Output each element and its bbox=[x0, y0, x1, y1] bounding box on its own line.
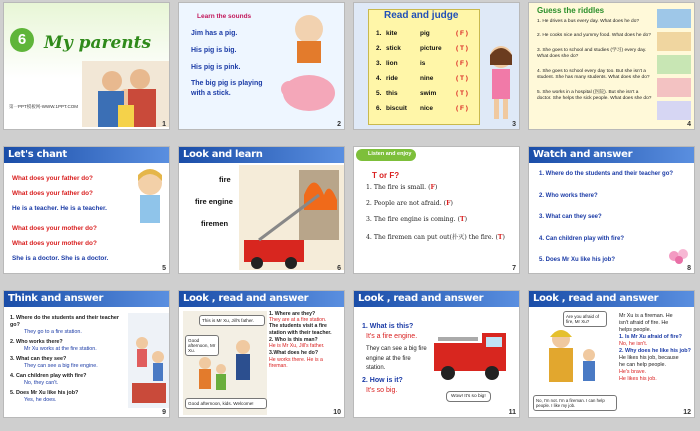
slide-heading: Look and learn bbox=[183, 149, 263, 160]
question: 1. Where do the students and their teacher go? bbox=[539, 171, 674, 177]
slide-number: 10 bbox=[333, 409, 341, 416]
answer: He likes his job. bbox=[619, 376, 657, 383]
family-photo bbox=[82, 61, 170, 127]
answer: Yes, he does. bbox=[24, 397, 57, 404]
chant-lines bbox=[12, 175, 108, 266]
text: They can see a big fire engine at the fire station. bbox=[366, 346, 427, 372]
slide-number: 8 bbox=[687, 265, 691, 272]
slide-heading: Think and answer bbox=[8, 293, 104, 304]
fire-scene-illustration bbox=[239, 165, 344, 270]
sound-line: Jim has a pig. bbox=[191, 30, 238, 37]
question: 3.What does he do? bbox=[269, 350, 318, 357]
slide-heading: Look , read and answer bbox=[533, 293, 659, 304]
sound-line: The big pig is playing bbox=[191, 80, 263, 88]
slide-number: 1 bbox=[162, 121, 166, 128]
question: 1. Where are they? bbox=[269, 311, 316, 317]
tf-item: 3. The fire engine is coming. (T) bbox=[366, 216, 468, 223]
judge-row: 2. stick picture ( T ) bbox=[376, 45, 468, 52]
judge-row: 1. kite pig ( F ) bbox=[376, 30, 468, 37]
slide-number: 12 bbox=[683, 409, 691, 416]
slide-thumbnail-3[interactable] bbox=[353, 2, 520, 130]
riddle: 1. He drives a bus every day. What does he do? bbox=[537, 19, 640, 24]
slide-banner bbox=[529, 291, 694, 307]
tf-item: 4. The firemen can put out(扑灭) the fire. (T) bbox=[366, 234, 505, 241]
qa-text bbox=[269, 311, 343, 369]
slide-heading: Guess the riddles bbox=[537, 6, 605, 15]
question: 2. How is it? bbox=[362, 377, 403, 384]
chant-line: What does your father do? bbox=[12, 190, 93, 197]
slide-number: 6 bbox=[337, 265, 341, 272]
answer: Mr Xu works at the fire station. bbox=[24, 346, 97, 353]
answer: It's a fire engine. bbox=[366, 333, 418, 340]
speech-bubble: Good afternoon, kids. Welcome! bbox=[185, 398, 267, 409]
slide-banner bbox=[179, 147, 344, 163]
question: 2. Who works there? bbox=[10, 339, 63, 346]
slide-heading: Watch and answer bbox=[533, 149, 633, 160]
answer: They are at a fire station. bbox=[269, 317, 327, 324]
answer: He is Mr Xu, Jill's father. bbox=[269, 343, 325, 350]
slide-banner bbox=[529, 147, 694, 163]
slide-thumbnail-9[interactable] bbox=[3, 290, 170, 418]
tf-item: 1. The fire is small. (F) bbox=[366, 184, 438, 191]
slide-thumbnail-4[interactable] bbox=[528, 2, 695, 130]
flower-decoration bbox=[667, 247, 691, 265]
riddle-pictures bbox=[657, 9, 691, 120]
boy-illustration bbox=[132, 167, 168, 227]
tf-item: 2. People are not afraid. (F) bbox=[366, 200, 453, 207]
vocab-label-fire-engine: fire engine bbox=[195, 197, 233, 206]
text-line: Mr Xu is a fireman. He bbox=[619, 313, 673, 319]
question: 1. Where do the students and their teacher go? bbox=[10, 315, 120, 329]
judge-row: 6. biscuit nice ( F ) bbox=[376, 105, 468, 112]
vocab-label-firemen: firemen bbox=[201, 219, 229, 228]
riddle: 4. She goes to school every day too. But she isn't a student. She has many students. What does she do? bbox=[537, 68, 650, 81]
text-line: he can help people. bbox=[619, 362, 667, 369]
vocab-label-fire: fire bbox=[219, 175, 231, 184]
slide-thumbnail-2[interactable] bbox=[178, 2, 345, 130]
slide-title: My parents bbox=[44, 33, 152, 53]
question: 5. Does Mr Xu like his job? bbox=[539, 257, 616, 263]
slide-thumbnail-11[interactable] bbox=[353, 290, 520, 418]
question: 3. What can they see? bbox=[10, 356, 67, 363]
speech-bubble: Wow! It's so big! bbox=[446, 391, 491, 402]
slide-number: 4 bbox=[687, 121, 691, 128]
unit-badge: 6 bbox=[10, 28, 34, 52]
chant-line: He is a teacher. He is a teacher. bbox=[12, 205, 107, 212]
answer: No, they can't. bbox=[24, 380, 59, 387]
question: 4. Can children play with fire? bbox=[10, 373, 87, 380]
slide-banner bbox=[4, 291, 169, 307]
text-line: helps people. bbox=[619, 327, 652, 334]
answer: It's so big. bbox=[366, 387, 398, 394]
speech-bubble: This is Mr Xu, Jill's father. bbox=[199, 315, 265, 326]
judge-row: 3. lion is ( F ) bbox=[376, 60, 468, 67]
slide-number: 3 bbox=[512, 121, 516, 128]
answer: They go to a fire station. bbox=[24, 329, 82, 336]
pig-illustration bbox=[279, 11, 341, 116]
slide-banner bbox=[179, 291, 344, 307]
riddle: 3. She goes to school and studies (学习) every day. What does she do? bbox=[537, 47, 647, 60]
chant-line: She is a doctor. She is a doctor. bbox=[12, 255, 109, 262]
slide-number: 7 bbox=[512, 265, 516, 272]
slide-number: 11 bbox=[508, 409, 516, 416]
chant-line: What does your father do? bbox=[12, 175, 93, 182]
answer: He's brave. bbox=[619, 369, 647, 376]
text-line: isn't afraid of fire. He bbox=[619, 320, 669, 327]
slide-heading: Read and judge bbox=[384, 10, 459, 21]
question: 2. Who works there? bbox=[539, 192, 598, 199]
judge-table bbox=[376, 30, 480, 120]
t-or-f-title: T or F? bbox=[372, 171, 400, 180]
slide-heading: Listen and enjoy bbox=[368, 151, 412, 157]
chant-line: What does your mother do? bbox=[12, 225, 97, 232]
question: 5. Does Mr Xu like his job? bbox=[10, 390, 79, 397]
question: 2. Why does he like his job? bbox=[619, 348, 691, 355]
speech-bubble: No, I'm not. I'm a fireman. I can help people. I like my job. bbox=[533, 395, 617, 411]
answer: He works there. He is a fireman. bbox=[269, 356, 323, 369]
sound-line: with a stick. bbox=[191, 90, 231, 97]
slide-thumbnail-12[interactable] bbox=[528, 290, 695, 418]
riddle: 5. She works in a hospital (医院). But she isn't a doctor. She helps the sick people. What does she do? bbox=[537, 89, 652, 102]
slide-footer: 第一PPT模板网-WWW.1PPT.COM bbox=[9, 104, 78, 109]
question: 1. Is Mr Xu afraid of fire? bbox=[619, 334, 682, 341]
sound-lines bbox=[191, 30, 263, 102]
slide-thumbnail-8[interactable] bbox=[528, 146, 695, 274]
slide-thumbnail-7[interactable] bbox=[353, 146, 520, 274]
girl-illustration bbox=[484, 43, 518, 123]
slide-heading: Learn the sounds bbox=[197, 13, 252, 20]
question: 4. Can children play with fire? bbox=[539, 235, 625, 242]
question: 2. Who is this man? bbox=[269, 336, 318, 343]
answer: They can see a big fire engine. bbox=[24, 363, 98, 370]
slide-number: 2 bbox=[337, 121, 341, 128]
answer: No, he isn't. bbox=[619, 341, 648, 348]
sound-line: His pig is big. bbox=[191, 46, 237, 54]
judge-row: 4. ride nine ( T ) bbox=[376, 75, 468, 82]
riddle: 2. He cooks nice and yummy food. What does he do? bbox=[537, 33, 651, 39]
question-list bbox=[539, 171, 673, 268]
slide-thumbnail-6[interactable] bbox=[178, 146, 345, 274]
slide-thumbnail-5[interactable] bbox=[3, 146, 170, 274]
slide-heading: Look , read and answer bbox=[183, 293, 309, 304]
slide-thumbnail-1[interactable] bbox=[3, 2, 170, 130]
fire-engine-illustration bbox=[432, 329, 510, 381]
slide-thumbnail-10[interactable] bbox=[178, 290, 345, 418]
slide-heading: Look , read and answer bbox=[358, 293, 484, 304]
class-illustration bbox=[128, 313, 170, 408]
tf-list bbox=[366, 184, 505, 241]
reading-text bbox=[619, 313, 695, 383]
sound-line: His pig is pink. bbox=[191, 63, 241, 71]
text-line: He likes his job, because bbox=[619, 355, 679, 362]
question: 1. What is this? bbox=[362, 323, 414, 330]
text: The students visit a fire station with their teacher. bbox=[269, 323, 332, 336]
riddle-list bbox=[537, 19, 652, 103]
qa-list bbox=[10, 315, 130, 404]
slide-number: 5 bbox=[162, 265, 166, 272]
slide-heading: Let's chant bbox=[8, 149, 67, 160]
slide-number: 9 bbox=[162, 409, 166, 416]
speech-bubble: Are you afraid of fire, Mr Xu? bbox=[563, 311, 607, 327]
slide-banner bbox=[4, 147, 169, 163]
judge-row: 5. this swim ( T ) bbox=[376, 90, 468, 97]
chant-line: What does your mother do? bbox=[12, 240, 97, 247]
fireman-illustration bbox=[535, 325, 605, 395]
question: 3. What can they see? bbox=[539, 214, 602, 220]
speech-bubble: Good afternoon, Mr Xu. bbox=[185, 335, 219, 356]
slide-banner bbox=[354, 291, 519, 307]
